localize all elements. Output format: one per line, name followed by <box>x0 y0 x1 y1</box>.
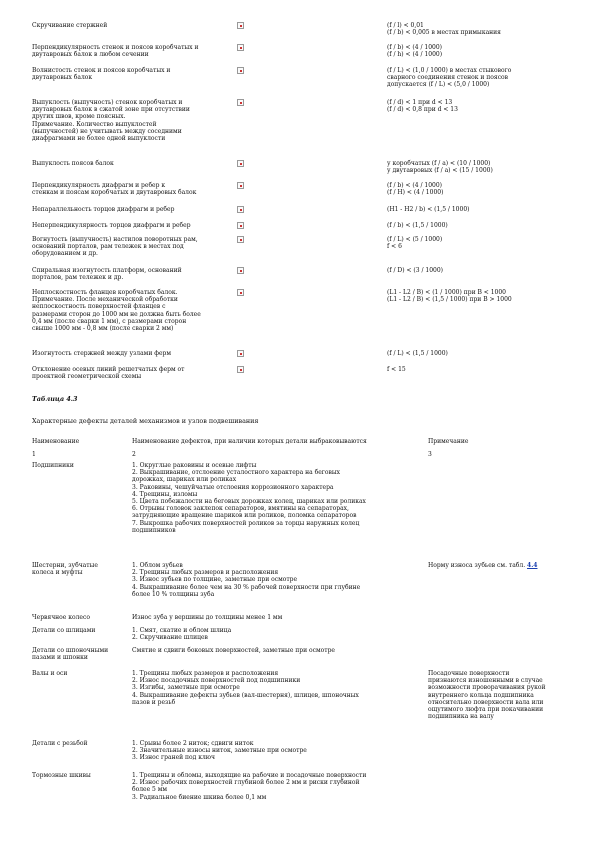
defect-list: 1. Округлые раковины и осевые лифты 2. Выкрашивание, отслоение усталостного характера на беговых дорожках, шариках или роликах 3. Раковины, чешуйчатые отслоения коррозионного характера 4. Трещины, изломы 5. Цвета побежалости на беговых дорожках колец, шариках или роликах 6. Отрывы головок заклепок сепараторов, вмятины на сепараторах, затрудняющие вращение шариков или роликов, поломка сепараторов 7. Выкрошка рабочих поверхностей роликов за торцы наружных колец подшипников <box>132 462 366 534</box>
header-name: Наименование <box>32 438 80 445</box>
col-number-3: 3 <box>428 451 432 458</box>
requirement-name: Перпендикулярность диафрагм и ребер к стенкам и поясам коробчатых и двутавровых балок <box>32 182 197 197</box>
broken-image-icon <box>237 350 244 357</box>
defect-list: 1. Срывы более 2 ниток; сдвиги ниток 2. Значительные износы ниток, заметные при осмотре 3. Износ граней под ключ <box>132 740 307 762</box>
requirement-tolerance: (f / b) < (1,5 / 1000) <box>387 222 448 229</box>
part-name: Подшипники <box>32 462 74 469</box>
requirement-name: Неперпендикулярность торцов диафрагм и ребер <box>32 222 191 229</box>
requirement-name: Непараллельность торцов диафрагм и ребер <box>32 206 175 213</box>
broken-image-icon <box>237 289 244 296</box>
note <box>428 562 563 569</box>
defect-list: 1. Трещины любых размеров и расположения 2. Износ посадочных поверхностей под подшипники 3. Изгибы, заметные при осмотре 4. Выкрашивание дефекты зубьев (вал-шестерня), шлицев, шпоночных пазов и резьб <box>132 670 359 706</box>
header-defects: Наименование дефектов, при наличии которых детали выбраковываются <box>132 438 367 445</box>
part-name: Детали со шлицами <box>32 627 96 634</box>
part-name: Валы и оси <box>32 670 68 677</box>
requirement-tolerance: (f / L) < (1,0 / 1000) в местах стыкового сварного соединения стенок и поясов допускается (f / L) < (5,0 / 1000) <box>387 67 512 89</box>
header-note: Примечание <box>428 438 469 445</box>
requirement-tolerance: (f / b) < (4 / 1000) (f / h) < (4 / 1000) <box>387 44 443 59</box>
broken-image-icon <box>237 206 244 213</box>
part-name: Детали со шпоночными пазами и шпонки <box>32 647 109 662</box>
requirement-tolerance: (L1 - L2 / B) < (1 / 1000) при B < 1000 (L1 - L2 / B) < (1,5 / 1000) при B > 1000 <box>387 289 512 304</box>
broken-image-icon <box>237 160 244 167</box>
defect-list: 1. Облом зубьев 2. Трещины любых размеров и расположения 3. Износ зубьев по толщине, заметные при осмотре 4. Выкрашивание более чем на 30 % рабочей поверхности при глубине более 10 % толщины зуба <box>132 562 361 598</box>
requirement-name: Вогнутость (выпучность) настилов поворотных рам, оснований порталов, рам тележек в местах под оборудованием и др. <box>32 236 198 258</box>
requirement-name: Скручивание стержней <box>32 22 108 29</box>
requirement-tolerance: (f / L) < (5 / 1000) f < 6 <box>387 236 443 251</box>
defect-list: Износ зуба у вершины до толщины менее 1 мм <box>132 614 283 621</box>
broken-image-icon <box>237 366 244 373</box>
requirement-name: Волнистость стенок и поясов коробчатых и двутавровых балок <box>32 67 171 82</box>
defect-list: 1. Смят, скатие и облом шлица 2. Скручивание шлицев <box>132 627 232 642</box>
requirement-tolerance: (f / l) < 0,01 (f / b) < 0,005 в местах примыкания <box>387 22 501 37</box>
defect-list: 1. Трещины и обломы, выходящие на рабочие и посадочные поверхности 2. Износ рабочих поверхностей глубиной более 2 мм и риски глубиной более 5 мм 3. Радиальное биение шкива более 0,1 мм <box>132 772 367 801</box>
requirement-tolerance: (f / d) < 1 при d < 13 (f / d) < 0,8 при d < 13 <box>387 99 458 114</box>
requirement-name: Выпуклость поясов балок <box>32 160 114 167</box>
broken-image-icon <box>237 236 244 243</box>
requirement-tolerance: у коробчатых (f / a) < (10 / 1000) у двутавровых (f / a) < (15 / 1000) <box>387 160 493 175</box>
broken-image-icon <box>237 267 244 274</box>
requirement-name: Спиральная изогнутость платформ, оснований порталов, рам тележек и др. <box>32 267 182 282</box>
part-name: Шестерни, зубчатые колеса и муфты <box>32 562 98 577</box>
requirement-tolerance: (f / L) < (1,5 / 1000) <box>387 350 448 357</box>
col-number-1: 1 <box>32 451 36 458</box>
broken-image-icon <box>237 222 244 229</box>
part-name: Червячное колесо <box>32 614 90 621</box>
requirement-tolerance: (H1 - H2 / b) < (1,5 / 1000) <box>387 206 470 213</box>
requirement-name: Изогнутость стержней между узлами ферм <box>32 350 172 357</box>
table-link[interactable]: 4.4 <box>527 562 538 569</box>
note-text: Норму износа зубьев см. табл. <box>428 562 526 569</box>
broken-image-icon <box>237 99 244 106</box>
note <box>428 670 563 720</box>
note-text: Посадочные поверхности признаются изношенными в случае возможности проворачивания рукой внутреннего кольца подшипника относительно поверхности вала или ощутимого люфта при покачивании подшипника на валу <box>428 670 546 721</box>
broken-image-icon <box>237 22 244 29</box>
requirement-name: Отклонение осевых линий решетчатых ферм от проектной геометрической схемы <box>32 366 185 381</box>
col-number-2: 2 <box>132 451 136 458</box>
broken-image-icon <box>237 44 244 51</box>
defect-list: Смятие и сдвиги боковых поверхностей, заметные при осмотре <box>132 647 335 654</box>
part-name: Детали с резьбой <box>32 740 88 747</box>
requirement-name: Перпендикулярность стенок и поясов коробчатых и двутавровых балок в любом сечении <box>32 44 199 59</box>
requirement-tolerance: (f / D) < (3 / 1000) <box>387 267 443 274</box>
table-title: Таблица 4.3 <box>32 395 78 403</box>
part-name: Тормозные шкивы <box>32 772 91 779</box>
requirement-name: Выпуклость (выпучность) стенок коробчатых и двутавровых балок в сжатой зоне при отсутствии других швов, кроме поясных. Примечание. Количество выпуклостей (выпучностей) не учитывать между соседними диафрагмами не более одной выпуклости <box>32 99 190 143</box>
requirement-name: Неплоскостность фланцев коробчатых балок. Примечание. После механической обработки неплоскостность поверхностей фланцев с размерами сторон до 1000 мм не должна быть более 0,4 мм (после сварки 1 мм), с размерами сторон свыше 1000 мм - 0,8 мм (после сварки 2 мм) <box>32 289 201 333</box>
requirement-tolerance: f < 15 <box>387 366 406 373</box>
table-caption: Характерные дефекты деталей механизмов и узлов подвешивания <box>32 417 259 425</box>
broken-image-icon <box>237 182 244 189</box>
requirement-tolerance: (f / b) < (4 / 1000) (f / H) < (4 / 1000) <box>387 182 444 197</box>
broken-image-icon <box>237 67 244 74</box>
